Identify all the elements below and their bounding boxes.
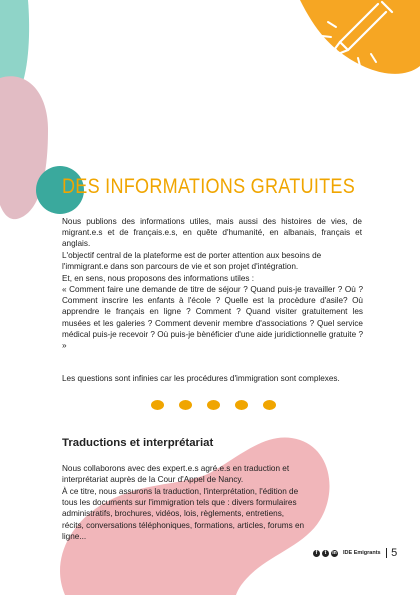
collaboration-paragraph: Nous collaborons avec des expert.e.s agré.e.s en traduction et interprétariat auprès de la Cour d'Appel de Nancy. [62, 464, 290, 485]
divider-dot [263, 400, 276, 410]
linkedin-icon[interactable]: in [332, 549, 337, 556]
section-heading: Traductions et interprétariat [62, 437, 214, 449]
divider-dot [151, 400, 164, 410]
page-number: 5 [391, 547, 398, 559]
divider-dot [235, 400, 248, 410]
page-footer [313, 547, 397, 559]
complexity-paragraph: Les questions sont infinies car les procédures d'immigration sont complexes. [62, 374, 340, 383]
questions-paragraph: « Comment faire une demande de titre de séjour ? Quand puis-je travailler ? Où ? Comment inscrire les enfants à l'école ? Quelle est la procèdure d'asile? Où apprendre le français en ligne ? Comment ? Quand visiter gratuitement les musées et les galeries ? Comment devenir membre d'associations ? Quel service médical puis-je recevoir ? Où puis-je bènéficier d'une aide juridictionnelle gratuite ? » [62, 285, 363, 351]
divider-dot [207, 400, 220, 410]
section-title: DES INFORMATIONS GRATUITES [62, 175, 356, 198]
footer-separator [386, 548, 388, 558]
intro-list-paragraph: Et, en sens, nous proposons des informations utiles : [62, 274, 255, 283]
fountain-pen-icon [318, 0, 398, 70]
intro-paragraph: Nous publions des informations utiles, mais aussi des histoires de vies, de migrant.e.s et de français.e.s, en quête d'humanité, en albanais, français et anglais. [62, 217, 362, 249]
dot-divider [151, 400, 276, 410]
twitter-icon[interactable]: t [322, 550, 329, 557]
facebook-icon[interactable]: f [313, 550, 320, 557]
translation-paragraph: À ce titre, nous assurons la traduction, l'interprétation, l'édition de tous les documents sur l'immigration tels que : divers formulaires administratifs, brochures, vidéos, lois, règlements, entretiens, récits, conversations téléphoniques, formations, articles, forums en ligne... [62, 487, 305, 541]
objective-paragraph: L'objectif central de la plateforme est de porter attention aux besoins de l'immigrant.e dans son parcours de vie et son projet d'intégration. [62, 251, 322, 272]
brand-name: IDE Emigrants [343, 550, 381, 556]
divider-dot [179, 400, 192, 410]
